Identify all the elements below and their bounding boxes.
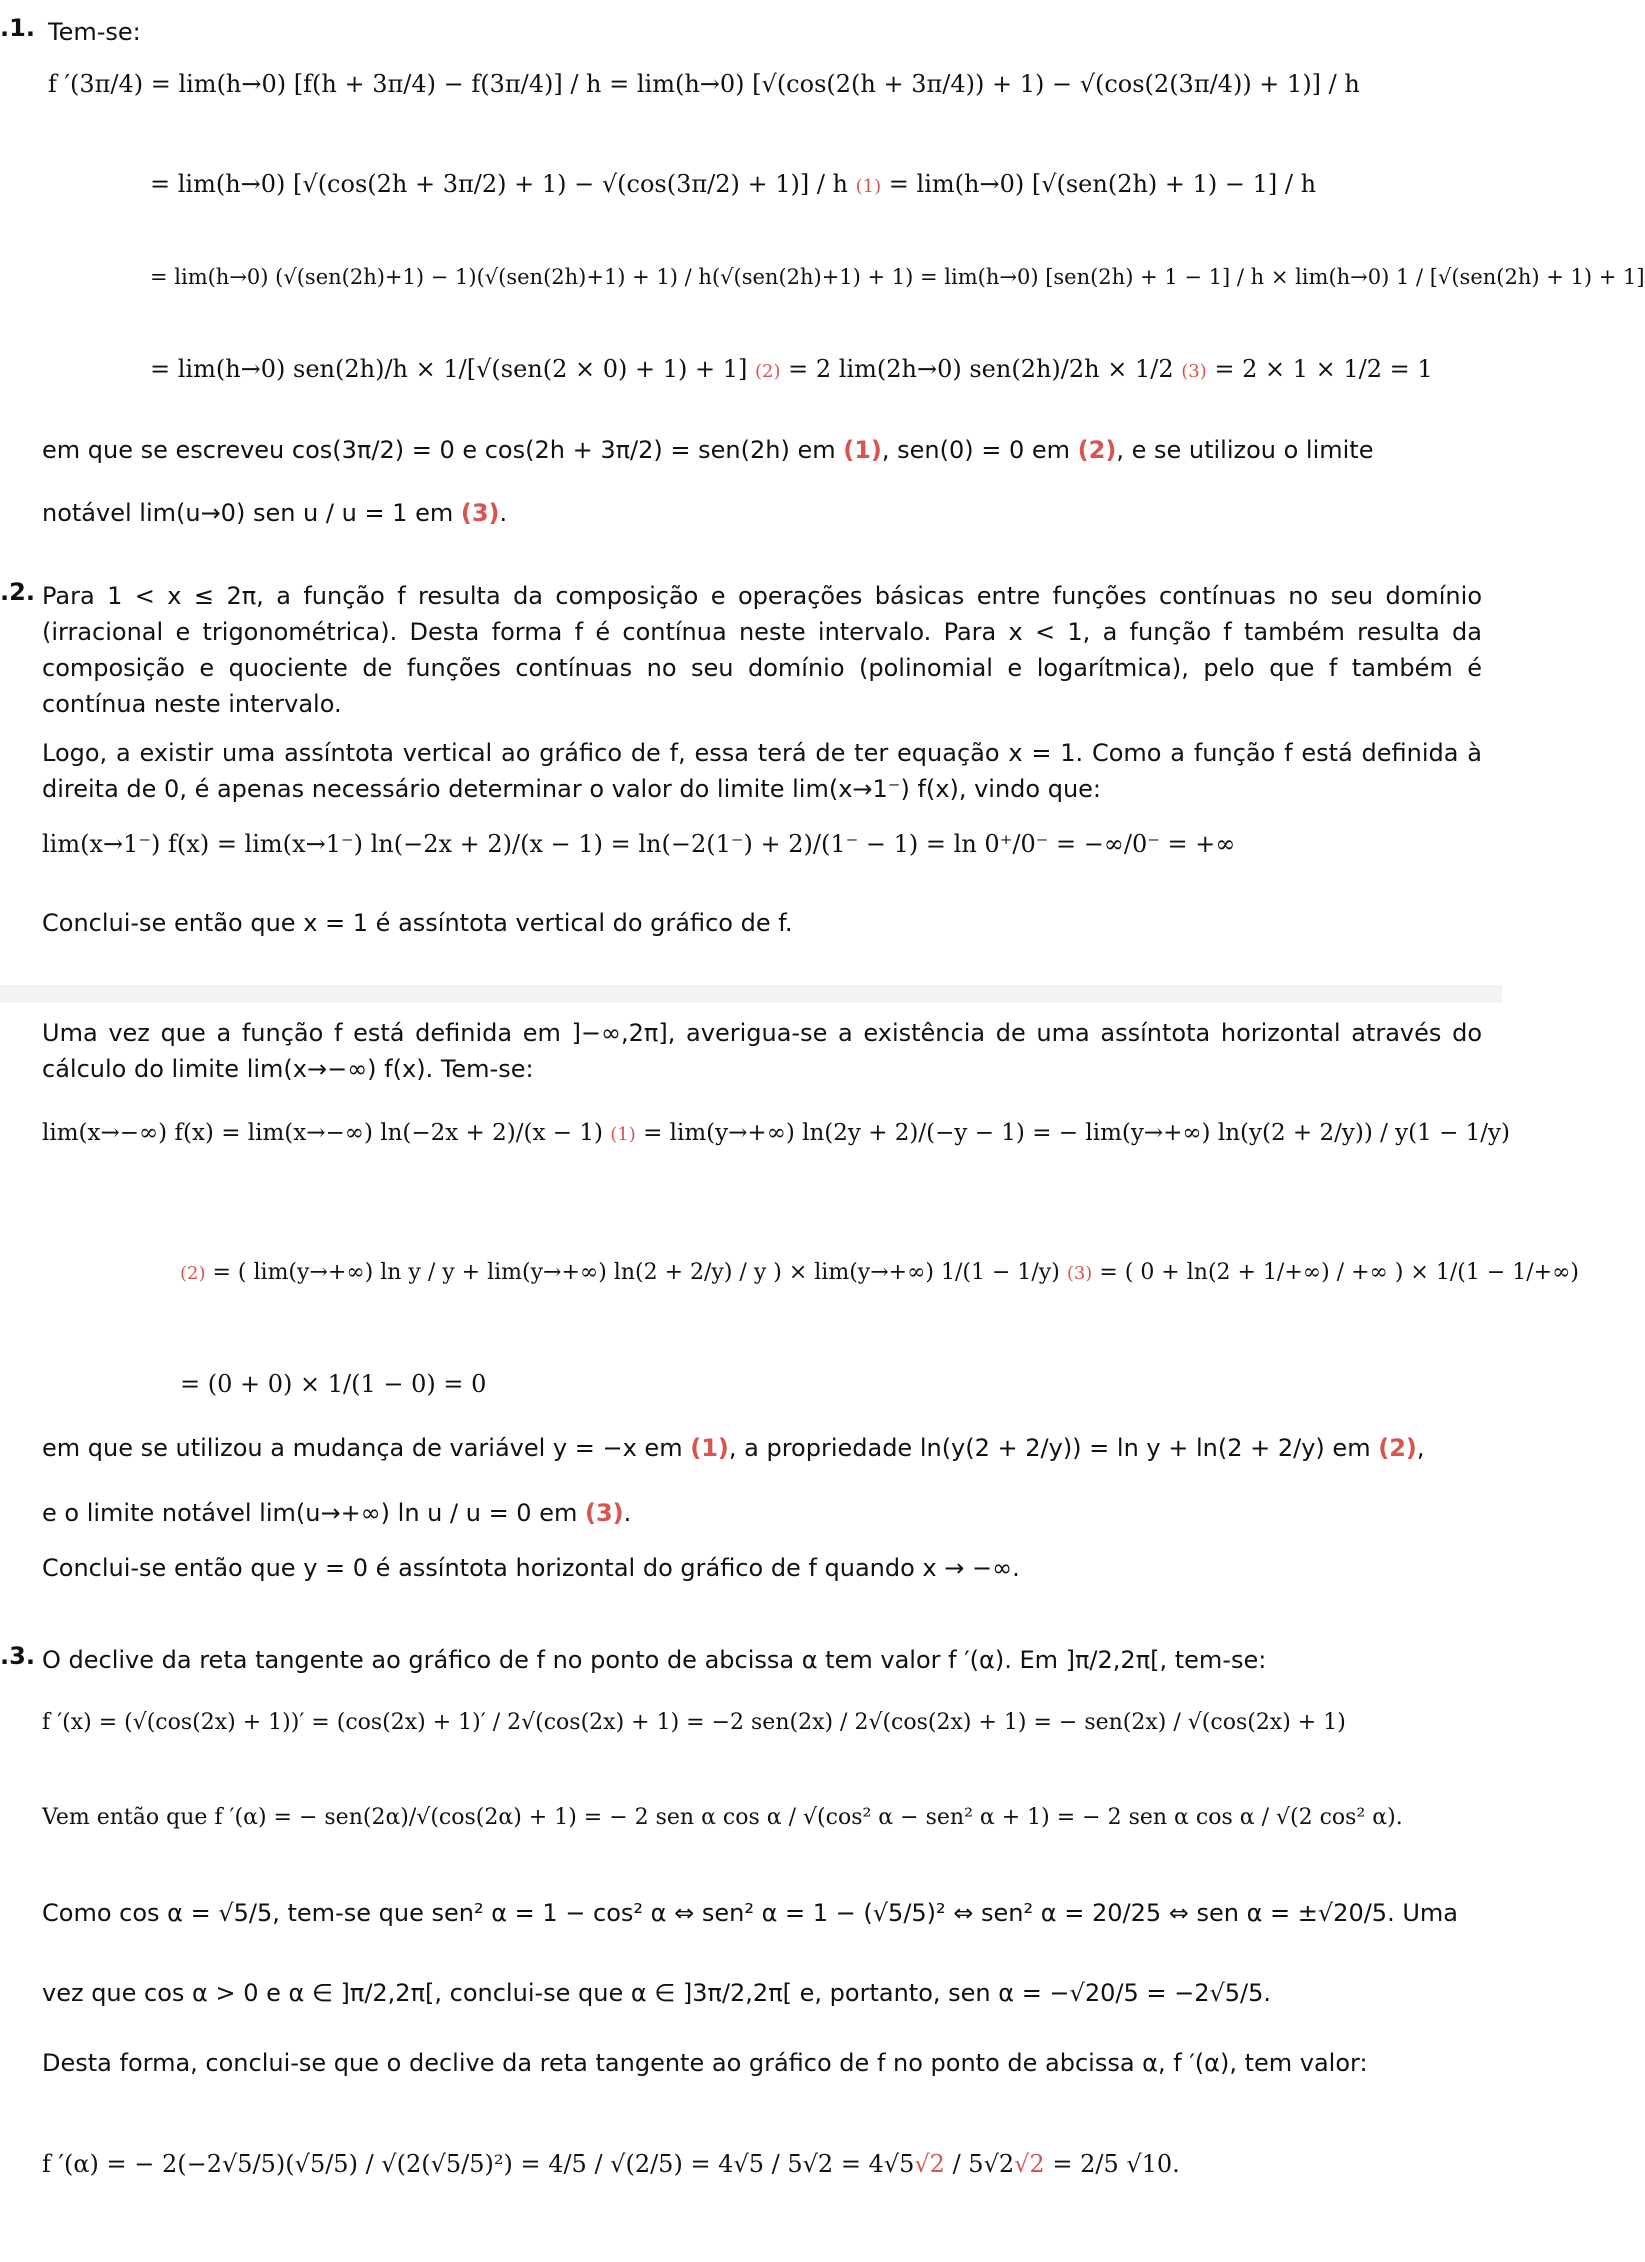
paragraph: Como cos α = √5/5, tem-se que sen² α = 1 − cos² α ⇔ sen² α = 1 − (√5/5)² ⇔ sen² α = 20/25 ⇔ sen α = ±√20/5. Uma — [42, 1899, 1458, 1927]
equation-text: = 2 lim(2h→0) sen(2h)/2h × 1/2 — [788, 355, 1174, 383]
section-1 — [0, 0, 1645, 540]
equation-text: = lim(h→0) [√(sen(2h) + 1) − 1] / h — [888, 170, 1317, 198]
equation-text: = 2/5 √10. — [1052, 2150, 1180, 2178]
paragraph: Conclui-se então que x = 1 é assíntota vertical do gráfico de f. — [42, 909, 793, 937]
equation-line-3: = (0 + 0) × 1/(1 − 0) = 0 — [180, 1370, 487, 1398]
text: , sen(0) = 0 em — [881, 436, 1071, 464]
explanation-text — [42, 1430, 1482, 1466]
section-separator — [0, 985, 1502, 1003]
text: e o limite notável lim(u→+∞) ln u / u = 0 em — [42, 1499, 578, 1527]
highlight: √2 — [1014, 2150, 1045, 2178]
item-number: .3. — [0, 1642, 35, 1670]
equation-text: = lim(y→+∞) ln(2y + 2)/(−y − 1) = − lim(y→+∞) ln(y(2 + 2/y)) / y(1 − 1/y) — [643, 1120, 1511, 1146]
explanation-text — [42, 432, 1482, 468]
equation-text: = 2 × 1 × 1/2 = 1 — [1214, 355, 1433, 383]
equation-text: lim(x→−∞) f(x) = lim(x→−∞) ln(−2x + 2)/(x − 1) — [42, 1120, 603, 1146]
step-ref: (1) — [690, 1434, 729, 1462]
text: , — [1416, 1434, 1425, 1462]
paragraph: Logo, a existir uma assíntota vertical ao gráfico de f, essa terá de ter equação x = 1. Como a função f está definida à direita de 0, é apenas necessário determinar o valor do limite lim(x→1⁻) f(x), vindo que: — [42, 739, 1482, 803]
text: notável lim(u→0) sen u / u = 1 em — [42, 499, 454, 527]
text: . — [499, 499, 508, 527]
step-ref: (3) — [585, 1499, 624, 1527]
text: em que se escreveu cos(3π/2) = 0 e cos(2h + 3π/2) = sen(2h) em — [42, 436, 836, 464]
item-number: .2. — [0, 578, 35, 606]
section-3 — [0, 1630, 1502, 2260]
equation-line-2 — [150, 170, 1316, 198]
step-ref: (1) — [610, 1124, 636, 1145]
step-ref: (3) — [460, 499, 500, 527]
text: . — [623, 1499, 632, 1527]
explanation-text — [42, 1495, 1482, 1531]
equation-text: = ( lim(y→+∞) ln y / y + lim(y→+∞) ln(2 + 2/y) / y ) × lim(y→+∞) 1/(1 − 1/y) — [212, 1260, 1060, 1285]
step-ref: (3) — [1066, 1263, 1093, 1284]
text: em que se utilizou a mudança de variável y = −x em — [42, 1434, 683, 1462]
step-ref: (2) — [755, 361, 781, 382]
section-2-continued — [0, 1005, 1580, 1595]
step-ref: (2) — [1378, 1434, 1417, 1462]
paragraph: Conclui-se então que y = 0 é assíntota horizontal do gráfico de f quando x → −∞. — [42, 1554, 1020, 1582]
text: , a propriedade ln(y(2 + 2/y)) = ln y + ln(2 + 2/y) em — [728, 1434, 1371, 1462]
paragraph: vez que cos α > 0 e α ∈ ]π/2,2π[, conclui-se que α ∈ ]3π/2,2π[ e, portanto, sen α = −√20/5 = −2√5/5. — [42, 1979, 1272, 2007]
equation-text: f ′(α) = − 2(−2√5/5)(√5/5) / √(2(√5/5)²) = 4/5 / √(2/5) = 4√5 / 5√2 = 4√5 — [42, 2150, 915, 2178]
step-ref: (1) — [855, 176, 882, 197]
paragraph: Uma vez que a função f está definida em ]−∞,2π], averigua-se a existência de uma assíntota horizontal através do cálculo do limite lim(x→−∞) f(x). Tem-se: — [42, 1019, 1482, 1083]
item-number: .1. — [0, 14, 35, 42]
equation-text: = lim(h→0) sen(2h)/h × 1/[√(sen(2 × 0) + 1) + 1] — [150, 355, 748, 383]
intro-text: Tem-se: — [48, 18, 141, 46]
step-ref: (1) — [843, 436, 882, 464]
equation-f-prime-alpha: Vem então que f ′(α) = − sen(2α)/√(cos(2α) + 1) = − 2 sen α cos α / √(cos² α − sen² α + 1) = − 2 sen α cos α / √(2 cos² α). — [42, 1805, 1403, 1830]
equation: lim(x→1⁻) f(x) = lim(x→1⁻) ln(−2x + 2)/(x − 1) = ln(−2(1⁻) + 2)/(1⁻ − 1) = ln 0⁺/0⁻ = −∞/0⁻ = +∞ — [42, 830, 1236, 858]
equation-text: / 5√2 — [952, 2150, 1015, 2178]
equation-text: = ( 0 + ln(2 + 1/+∞) / +∞ ) × 1/(1 − 1/+∞) — [1099, 1260, 1580, 1285]
explanation-text — [42, 495, 1482, 531]
equation-derivative: f ′(x) = (√(cos(2x) + 1))′ = (cos(2x) + 1)′ / 2√(cos(2x) + 1) = −2 sen(2x) / 2√(cos(2x) + 1) = − sen(2x) / √(cos(2x) + 1) — [42, 1710, 1346, 1735]
highlight: √2 — [914, 2150, 945, 2178]
step-ref: (2) — [180, 1263, 206, 1284]
step-ref: (3) — [1181, 361, 1207, 382]
paragraph: O declive da reta tangente ao gráfico de f no ponto de abcissa α tem valor f ′(α). Em ]π/2,2π[, tem-se: — [42, 1646, 1267, 1674]
paragraph: Desta forma, conclui-se que o declive da reta tangente ao gráfico de f no ponto de abcissa α, f ′(α), tem valor: — [42, 2049, 1368, 2077]
section-2 — [0, 560, 1502, 980]
equation-line-3: = lim(h→0) (√(sen(2h)+1) − 1)(√(sen(2h)+1) + 1) / h(√(sen(2h)+1) + 1) = lim(h→0) [sen(2h) + 1 − 1] / h × lim(h→0) 1 / [√(sen(2h) + 1) + 1] — [150, 265, 1645, 289]
equation-line-1 — [42, 1120, 1510, 1146]
step-ref: (2) — [1077, 436, 1117, 464]
paragraph: Para 1 < x ≤ 2π, a função f resulta da composição e operações básicas entre funções contínuas no seu domínio (irracional e trigonométrica). Desta forma f é contínua neste intervalo. Para x < 1, a função f também resulta da composição e quociente de funções contínuas no seu domínio (polinomial e logarítmica), pelo que f também é contínua neste intervalo. — [42, 582, 1482, 718]
equation-line-2 — [180, 1260, 1579, 1285]
equation-final — [42, 2150, 1180, 2178]
equation-text: = lim(h→0) [√(cos(2h + 3π/2) + 1) − √(cos(3π/2) + 1)] / h — [150, 170, 849, 198]
text: , e se utilizou o limite — [1116, 436, 1374, 464]
equation-line-1: f ′(3π/4) = lim(h→0) [f(h + 3π/4) − f(3π/4)] / h = lim(h→0) [√(cos(2(h + 3π/4)) + 1) − √(cos(2(3π/4)) + 1)] / h — [48, 70, 1360, 98]
equation-line-4 — [150, 355, 1433, 383]
